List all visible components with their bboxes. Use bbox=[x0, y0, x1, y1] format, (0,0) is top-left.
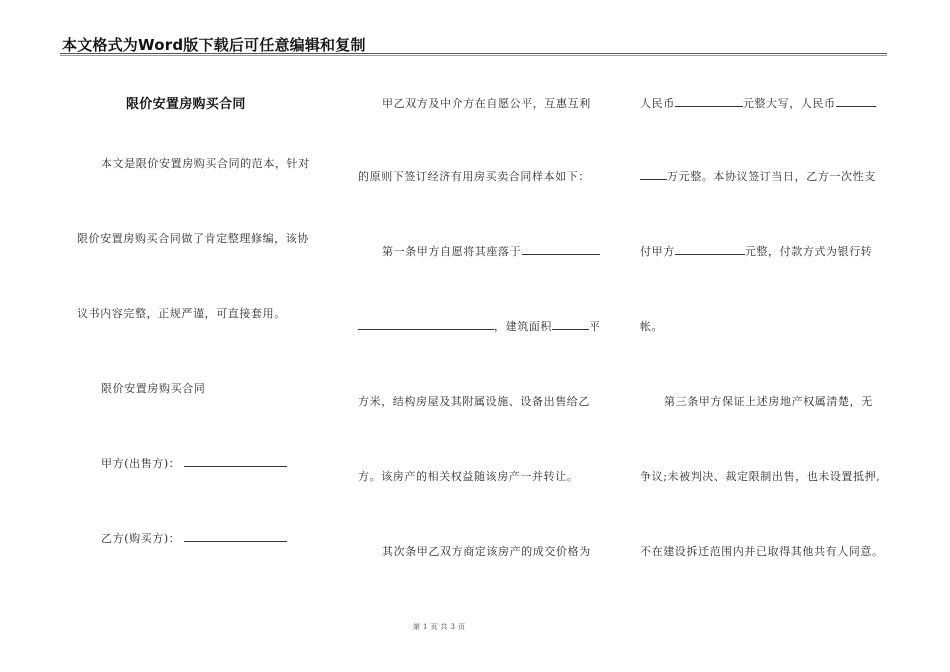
buyer-label: 乙方(购买方)： bbox=[101, 532, 181, 545]
col1-line-2: 限价安置房购买合同做了肯定整理修编，该协 bbox=[77, 232, 309, 245]
col2-line-2: 的原则下签订经济有用房买卖合同样本如下： bbox=[358, 170, 590, 183]
seller-field-row bbox=[101, 455, 287, 471]
rmb-label-1: 人民币 bbox=[640, 97, 675, 110]
col3-line-5: 第三条甲方保证上述房地产权属清楚，无 bbox=[664, 395, 873, 408]
payment-blank bbox=[675, 244, 745, 255]
col2-line-7: 其次条甲乙双方商定该房产的成交价格为 bbox=[382, 545, 591, 558]
col2-line-5: 方米，结构房屋及其附属设施、设备出售给乙 bbox=[358, 395, 590, 408]
area-unit-start: 平 bbox=[589, 320, 601, 333]
col2-line-3 bbox=[382, 243, 600, 259]
buyer-blank bbox=[184, 531, 287, 542]
col3-line-2-text: 万元整。本协议签订当日，乙方一次性支 bbox=[667, 170, 876, 183]
pay-party-label: 付甲方 bbox=[640, 245, 675, 258]
col3-line-1 bbox=[640, 95, 876, 111]
price-blank bbox=[675, 96, 743, 107]
document-header: 本文格式为Word版下载后可任意编辑和复制 bbox=[62, 36, 366, 54]
col1-line-3: 议书内容完整，正规严谨，可直接套用。 bbox=[77, 307, 286, 320]
area-label: ，建筑面积 bbox=[494, 320, 552, 333]
header-rule-secondary bbox=[60, 55, 887, 56]
price-wan-blank bbox=[640, 169, 667, 180]
price-uppercase-blank bbox=[836, 96, 876, 107]
col3-line-3 bbox=[640, 243, 872, 259]
col1-line-1: 本文是限价安置房购买合同的范本，针对 bbox=[101, 157, 310, 170]
seller-label: 甲方(出售方)： bbox=[101, 457, 181, 470]
location-blank-2 bbox=[358, 319, 494, 330]
contract-title: 限价安置房购买合同 bbox=[126, 97, 246, 112]
col3-line-4: 帐。 bbox=[640, 320, 664, 333]
col3-line-7: 不在建设拆迁范围内并已取得其他共有人同意。 bbox=[640, 545, 884, 558]
col3-line-6: 争议;未被判决、裁定限制出售，也未设置抵押, bbox=[640, 470, 881, 483]
col3-line-2 bbox=[640, 168, 876, 184]
area-blank bbox=[552, 319, 589, 330]
page-number: 第 1 页 共 3 页 bbox=[413, 623, 466, 631]
col1-line-4: 限价安置房购买合同 bbox=[101, 382, 206, 395]
header-rule bbox=[60, 53, 887, 54]
seller-blank bbox=[184, 456, 287, 467]
article-1-label: 第一条甲方自愿将其座落于 bbox=[382, 245, 522, 258]
col2-line-6: 方。该房产的相关权益随该房产一并转让。 bbox=[358, 470, 579, 483]
payment-method-label: 元整，付款方式为银行转 bbox=[744, 245, 873, 258]
col2-line-4 bbox=[358, 318, 601, 334]
price-uppercase-label: 元整大写，人民币 bbox=[742, 97, 836, 110]
location-blank bbox=[522, 244, 600, 255]
buyer-field-row bbox=[101, 530, 287, 546]
col2-line-1: 甲乙双方及中介方在自愿公平，互惠互利 bbox=[382, 97, 591, 110]
